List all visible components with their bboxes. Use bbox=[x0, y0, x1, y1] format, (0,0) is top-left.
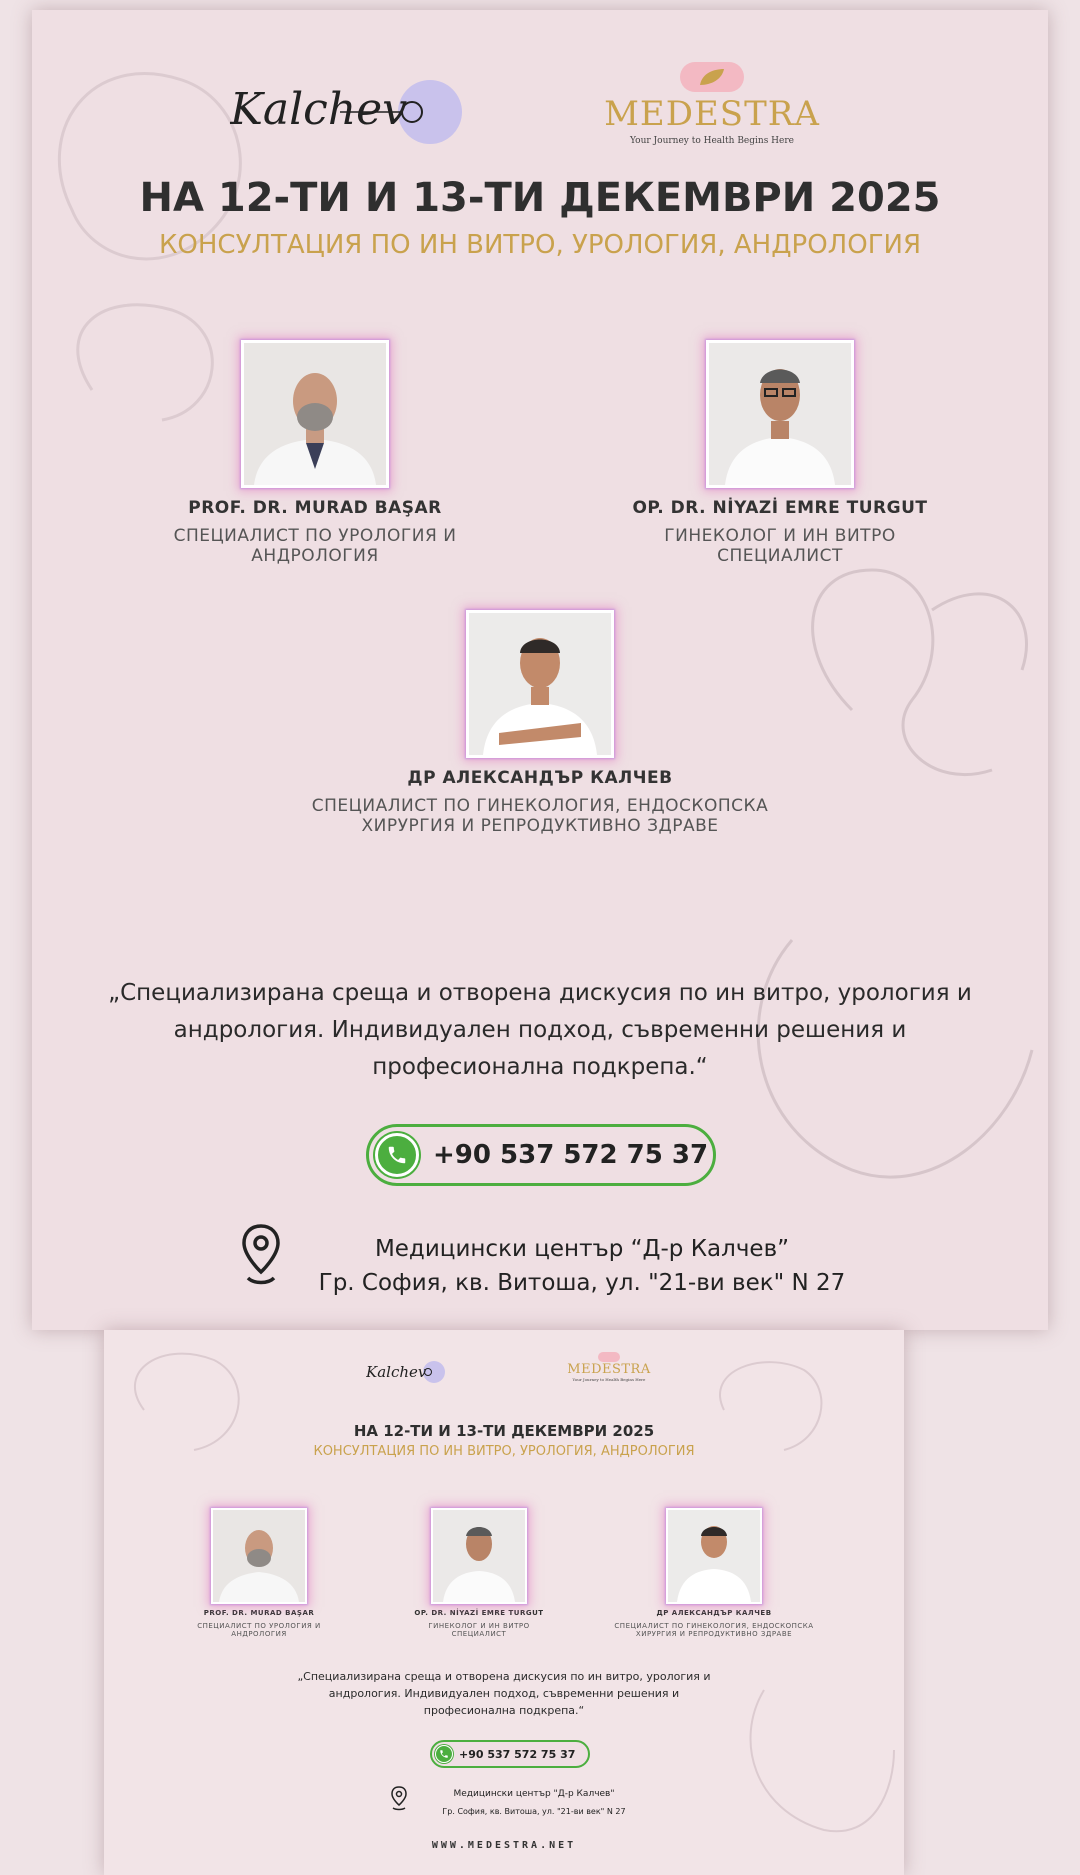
medestra-tagline: Your Journey to Health Begins Here bbox=[630, 136, 794, 146]
kalchev-logo bbox=[230, 72, 470, 152]
doctor-role: СПЕЦИАЛИСТ bbox=[451, 1630, 507, 1638]
doctor-name: ДР АЛЕКСАНДЪР КАЛЧЕВ bbox=[656, 1609, 772, 1617]
doctor-role: СПЕЦИАЛИСТ ПО ГИНЕКОЛОГИЯ, ЕНДОСКОПСКА bbox=[311, 796, 769, 816]
kalchev-logo bbox=[366, 1358, 446, 1386]
doctor-card-basar bbox=[150, 340, 480, 566]
doctor-role: АНДРОЛОГИЯ bbox=[251, 546, 379, 566]
doctor-card-turgut bbox=[600, 340, 960, 566]
address-block: Медицински център "Д-р Калчев" Гр. София, кв. Витоша, ул. "21-ви век" N 27 bbox=[442, 1789, 626, 1816]
leaf-icon bbox=[680, 62, 744, 92]
phone-icon bbox=[435, 1745, 453, 1763]
doctor-photo bbox=[211, 1508, 307, 1604]
doctor-name: PROF. DR. MURAD BAŞAR bbox=[188, 498, 442, 518]
phone-number: +90 537 572 75 37 bbox=[459, 1747, 576, 1761]
doctor-card-basar bbox=[184, 1508, 334, 1638]
doctor-name: PROF. DR. MURAD BAŞAR bbox=[203, 1609, 315, 1617]
doctor-name: OP. DR. NİYAZİ EMRE TURGUT bbox=[414, 1609, 544, 1617]
doctor-role: ГИНЕКОЛОГ И ИН ВИТРО bbox=[664, 526, 896, 546]
phone-icon bbox=[375, 1133, 419, 1177]
svg-text:Kalchev: Kalchev bbox=[230, 84, 408, 135]
doctor-role: СПЕЦИАЛИСТ ПО УРОЛОГИЯ И bbox=[173, 526, 457, 546]
doctor-role: ХИРУРГИЯ И РЕПРОДУКТИВНО ЗДРАВЕ bbox=[361, 816, 719, 836]
leaf-icon bbox=[598, 1352, 620, 1362]
doctor-photo bbox=[241, 340, 389, 488]
svg-text:Kalchev: Kalchev bbox=[366, 1363, 427, 1381]
doctor-role: ГИНЕКОЛОГ И ИН ВИТРО bbox=[428, 1622, 530, 1630]
doctor-role: СПЕЦИАЛИСТ bbox=[717, 546, 843, 566]
phone-button[interactable] bbox=[366, 1124, 716, 1186]
doctor-name: OP. DR. NİYAZİ EMRE TURGUT bbox=[632, 498, 928, 518]
event-topic: КОНСУЛТАЦИЯ ПО ИН ВИТРО, УРОЛОГИЯ, АНДРОЛОГИЯ bbox=[158, 230, 922, 260]
location-pin-icon bbox=[240, 1222, 282, 1288]
doctor-role: СПЕЦИАЛИСТ ПО ГИНЕКОЛОГИЯ, ЕНДОСКОПСКА bbox=[614, 1622, 814, 1630]
doctor-card-kalchev bbox=[614, 1508, 814, 1638]
address-block: Медицински център “Д-р Калчев” Гр. София, кв. Витоша, ул. "21-ви век" N 27 bbox=[318, 1236, 846, 1296]
doctor-role: ХИРУРГИЯ И РЕПРОДУКТИВНО ЗДРАВЕ bbox=[635, 1630, 793, 1638]
doctor-role: АНДРОЛОГИЯ bbox=[231, 1630, 287, 1638]
doctor-name: ДР АЛЕКСАНДЪР КАЛЧЕВ bbox=[407, 768, 673, 788]
poster-small bbox=[104, 1330, 904, 1875]
doctor-card-kalchev bbox=[280, 610, 800, 836]
doctor-role: СПЕЦИАЛИСТ ПО УРОЛОГИЯ И bbox=[197, 1622, 321, 1630]
doctor-photo bbox=[666, 1508, 762, 1604]
doctor-photo bbox=[706, 340, 854, 488]
doctor-photo bbox=[466, 610, 614, 758]
poster-large bbox=[32, 10, 1048, 1330]
location-pin-icon bbox=[390, 1785, 408, 1811]
event-description: „Специализирана среща и отворена дискусия по ин витро, урология и андрология. Индивидуален подход, съвременни решения и професионална подкрепа.“ bbox=[108, 980, 972, 1080]
doctor-photo bbox=[431, 1508, 527, 1604]
medestra-logo bbox=[549, 1352, 669, 1382]
phone-button[interactable] bbox=[430, 1740, 590, 1768]
event-description: „Специализирана среща и отворена дискусия по ин витро, урология и андрология. Индивидуален подход, съвременни решения и професионална подкрепа.“ bbox=[297, 1670, 711, 1717]
medestra-wordmark: MEDESTRA bbox=[604, 94, 820, 134]
phone-number: +90 537 572 75 37 bbox=[433, 1140, 709, 1170]
website-link[interactable]: WWW.MEDESTRA.NET bbox=[431, 1840, 577, 1851]
event-date-headline: НА 12-ТИ И 13-ТИ ДЕКЕМВРИ 2025 bbox=[353, 1422, 655, 1440]
event-date-headline: НА 12-ТИ И 13-ТИ ДЕКЕМВРИ 2025 bbox=[139, 175, 941, 221]
medestra-tagline: Your Journey to Health Begins Here bbox=[572, 1377, 646, 1382]
doctor-card-turgut bbox=[394, 1508, 564, 1638]
medestra-logo bbox=[592, 62, 832, 146]
event-topic: КОНСУЛТАЦИЯ ПО ИН ВИТРО, УРОЛОГИЯ, АНДРОЛОГИЯ bbox=[313, 1444, 695, 1459]
medestra-wordmark: MEDESTRA bbox=[567, 1362, 651, 1377]
